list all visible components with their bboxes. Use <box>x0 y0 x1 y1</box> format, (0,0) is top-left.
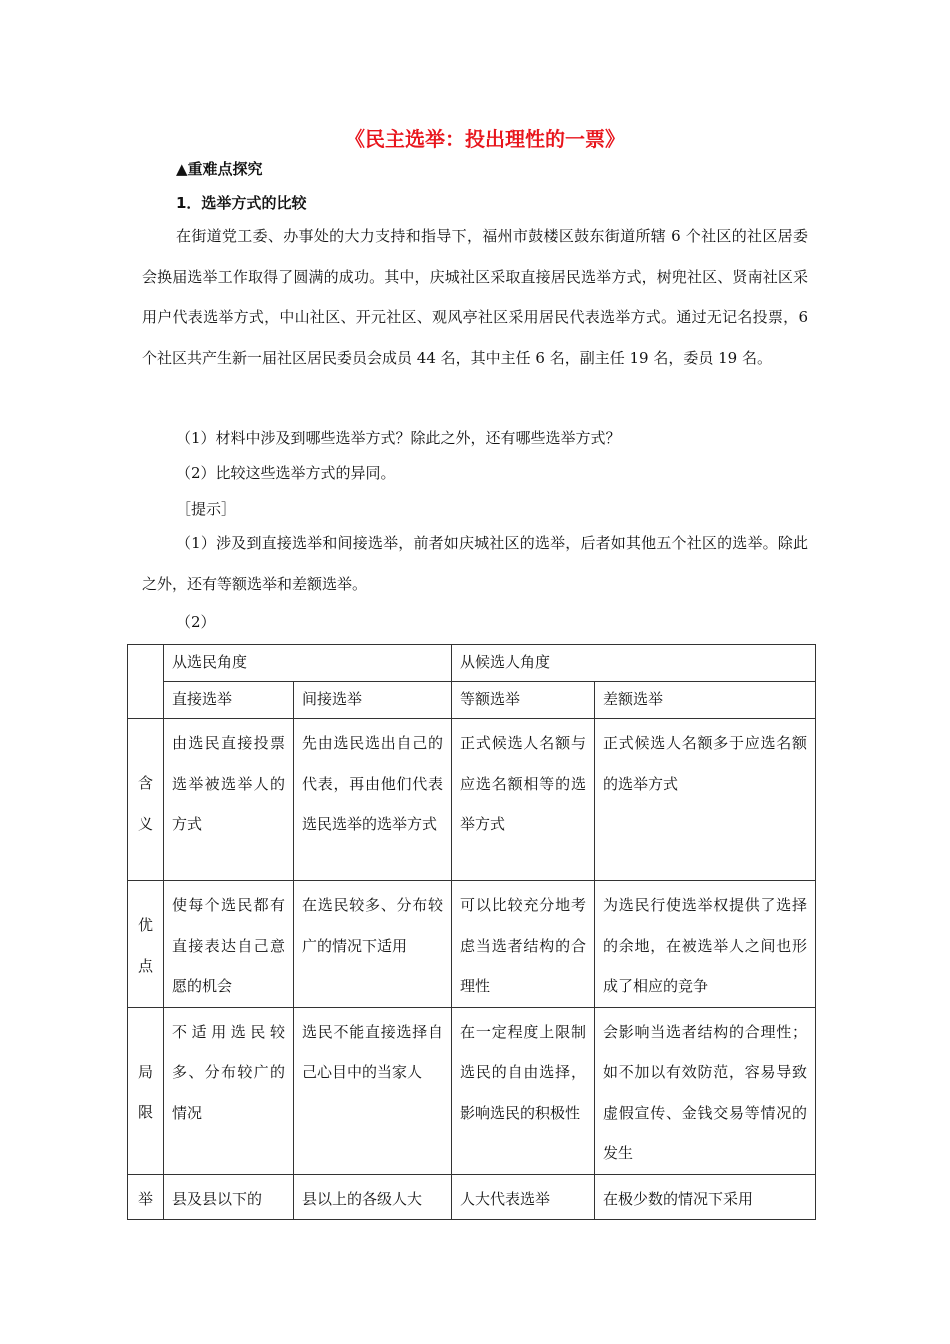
table-cell: 正式候选人名额与应选名额相等的选举方式 <box>452 719 595 881</box>
material-paragraph: 在街道党工委、办事处的大力支持和指导下，福州市鼓楼区鼓东街道所辖 6 个社区的社区居委会换届选举工作取得了圆满的成功。其中，庆城社区采取直接居民选举方式，树兜社区、贤南社区采用户代表选举方式，中山社区、开元社区、观风亭社区采用居民代表选举方式。通过无记名投票，6 个社区共产生新一届社区居民委员会成员 44 名，其中主任 6 名，副主任 19 名，委员 19 名。 <box>142 227 808 367</box>
table-cell: 先由选民选出自己的代表，再由他们代表选民选举的选举方式 <box>294 719 452 881</box>
column-header: 间接选举 <box>294 682 452 719</box>
row-label: 局限 <box>128 1007 164 1174</box>
table-cell: 在选民较多、分布较广的情况下适用 <box>294 881 452 1008</box>
row-label: 含义 <box>128 719 164 881</box>
table-row <box>128 1007 816 1174</box>
column-header: 等额选举 <box>452 682 595 719</box>
table-cell: 人大代表选举 <box>452 1174 595 1220</box>
table-cell: 可以比较充分地考虑当选者结构的合理性 <box>452 881 595 1008</box>
table-cell: 在极少数的情况下采用 <box>595 1174 816 1220</box>
table-row <box>128 881 816 1008</box>
table-cell: 县以上的各级人大 <box>294 1174 452 1220</box>
question-1: （1）材料中涉及到哪些选举方式？除此之外，还有哪些选举方式？ <box>176 429 621 447</box>
table-group-header-row <box>128 645 816 682</box>
table-corner-cell <box>128 645 164 719</box>
column-header: 差额选举 <box>595 682 816 719</box>
table-row <box>128 719 816 881</box>
table-cell: 不适用选民较多、分布较广的情况 <box>164 1007 294 1174</box>
hint-label: ［提示］ <box>176 500 237 518</box>
comparison-table <box>127 644 816 1220</box>
table-cell: 会影响当选者结构的合理性；如不加以有效防范，容易导致虚假宣传、金钱交易等情况的发生 <box>595 1007 816 1174</box>
table-cell: 由选民直接投票选举被选举人的方式 <box>164 719 294 881</box>
group-header-voter: 从选民角度 <box>164 645 452 682</box>
table-cell: 在一定程度上限制选民的自由选择，影响选民的积极性 <box>452 1007 595 1174</box>
group-header-candidate: 从候选人角度 <box>452 645 816 682</box>
table-cell: 为选民行使选举权提供了选择的余地，在被选举人之间也形成了相应的竞争 <box>595 881 816 1008</box>
table-cell: 使每个选民都有直接表达自己意愿的机会 <box>164 881 294 1008</box>
table-row <box>128 1174 816 1220</box>
row-label: 优点 <box>128 881 164 1008</box>
answer-1: （1）涉及到直接选举和间接选举，前者如庆城社区的选举，后者如其他五个社区的选举。除此之外，还有等额选举和差额选举。 <box>142 534 808 593</box>
document-title: 《民主选举：投出理性的一票》 <box>345 127 625 151</box>
table-cell: 选民不能直接选择自己心目中的当家人 <box>294 1007 452 1174</box>
table-cell: 正式候选人名额多于应选名额的选举方式 <box>595 719 816 881</box>
answer-2-label: （2） <box>176 613 216 631</box>
subheading: 1．选举方式的比较 <box>176 194 307 212</box>
column-header: 直接选举 <box>164 682 294 719</box>
section-heading: ▲重难点探究 <box>176 160 263 178</box>
question-2: （2）比较这些选举方式的异同。 <box>176 464 396 482</box>
table-cell: 县及县以下的 <box>164 1174 294 1220</box>
table-column-header-row <box>128 682 816 719</box>
row-label: 举 <box>128 1174 164 1220</box>
